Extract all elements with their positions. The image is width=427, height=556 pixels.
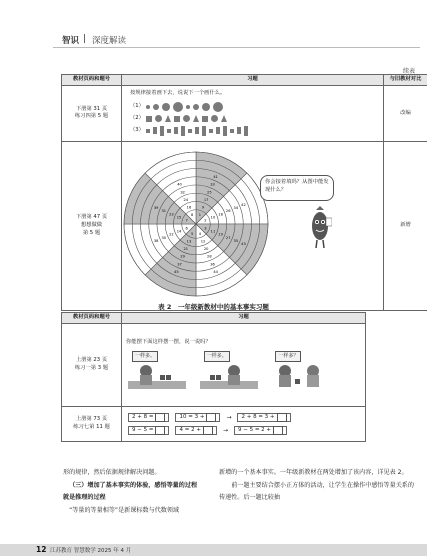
cell-ref: 上册第 73 页 练习七第 11 题: [62, 407, 122, 442]
circle-shape: [202, 103, 210, 111]
pattern-label: （2）: [130, 114, 144, 121]
wheel-number: 17: [203, 197, 209, 202]
pattern-exercise: [122, 86, 384, 142]
wheel-number: 28: [207, 254, 212, 259]
cell-ref: 上册第 23 页 练习一第 3 题: [62, 324, 122, 407]
wheel-number: 3: [204, 226, 207, 231]
children-with-cubes-icon: [126, 363, 188, 391]
wheel-number: 23: [169, 212, 174, 217]
wheel-number: 20: [203, 247, 209, 252]
wheel-number: 7: [185, 218, 188, 223]
wheel-number: 14: [176, 229, 182, 234]
body-paragraph: 新增的一个基本事实。一年级新教材在两处增加了该内容，详见表 2。: [219, 469, 408, 476]
wheel-number: 11: [210, 229, 216, 234]
cell-ref: 下册第 47 页 想想做做 第 5 题: [62, 141, 122, 310]
wheel-number: 34: [233, 205, 239, 210]
wheel-number: 2: [204, 218, 207, 223]
section-heading: （三）增加了基本事实的体验，感悟等量的过程就是推理的过程: [63, 481, 198, 501]
wheel-number: 35: [233, 238, 239, 243]
circle-shape: [173, 102, 183, 112]
wheel-number: 39: [153, 205, 159, 210]
circle-shape: [186, 105, 190, 109]
thought-bubble: [204, 351, 230, 363]
body-paragraph: “等量的等量相等”是新课标数与代数领域: [69, 506, 180, 514]
bar-shape: [202, 126, 206, 136]
cell-compare: 新增: [384, 141, 427, 310]
wheel-number: 24: [183, 197, 189, 202]
bar-shape: [216, 127, 220, 134]
bar-shape: [167, 129, 171, 133]
wheel-number: 42: [241, 202, 246, 207]
bar-shape: [181, 126, 185, 136]
circle-shape: [213, 102, 223, 112]
bar-shape: [237, 127, 241, 134]
wheel-number: 22: [169, 232, 174, 237]
wheel-number: 21: [183, 247, 189, 252]
wheel-number: 44: [213, 269, 218, 274]
equation: [175, 426, 216, 435]
scene-2: [198, 351, 260, 391]
wheel-number: 30: [161, 235, 167, 240]
thought-text: 一样多？: [278, 352, 299, 359]
body-paragraph: 前一题主要结合摆小正方体的活动，让学生在操作中感悟等量关系的传递性。后一题比较抽: [219, 481, 414, 501]
wheel-number: 38: [153, 238, 159, 243]
circle-shape: [153, 104, 159, 110]
number-wheel-exercise: [122, 141, 384, 310]
table-2-header: [62, 313, 366, 324]
table-row: [62, 141, 427, 310]
body-paragraph: 形的规律，然后依据规律解决问题。: [63, 469, 161, 476]
wheel-number: 32: [180, 190, 185, 195]
bar-shape: [195, 127, 199, 134]
wheel-number: 13: [186, 239, 192, 244]
th-ref: 教材页码和题号: [62, 313, 122, 324]
bar-shape: [230, 129, 234, 133]
square-shape: [146, 116, 152, 122]
wheel-number: 41: [213, 174, 218, 179]
th-ref: 教材页码和题号: [62, 75, 122, 86]
pattern-label: （1）: [130, 102, 144, 109]
wheel-number: 16: [186, 205, 192, 210]
triangle-shape: [165, 115, 171, 122]
equation-text: 4 = 2 +: [179, 427, 201, 434]
wheel-number: 31: [161, 209, 167, 214]
circle-shape: [193, 104, 199, 110]
wheel-number: 36: [210, 262, 215, 267]
wheel-number: 43: [241, 242, 246, 247]
scene-1: [126, 351, 188, 391]
header-rule: [53, 47, 420, 48]
wheel-number: 9: [201, 205, 205, 210]
wheel-number: 12: [200, 239, 206, 244]
bar-shape: [209, 129, 213, 133]
journal-name: 江苏教育 智慧数学 2025 年 4 月: [50, 548, 132, 554]
answer-box: [155, 413, 165, 422]
table-1: [61, 74, 427, 311]
equation: [128, 413, 169, 422]
header-section: 深度解读: [92, 36, 127, 46]
bar-shape: [244, 126, 248, 136]
answer-box: [155, 426, 165, 435]
exercise-instruction: 按规律接着画下去，说说下一个画什么。: [130, 90, 226, 96]
circle-shape: [183, 115, 190, 122]
bar-shape: [223, 126, 227, 136]
eggplant-character-icon: [308, 204, 332, 252]
th-exercise: 习题: [122, 313, 366, 324]
bar-shape: [160, 126, 164, 136]
equation-text: 9 − 5 = 2 +: [237, 427, 272, 434]
wheel-number: 29: [180, 254, 185, 259]
body-column-left: [63, 467, 203, 517]
table-1-header: [62, 75, 427, 86]
equation-row-1: [128, 411, 359, 424]
equation-row-2: [128, 424, 359, 437]
wheel-number: 25: [207, 190, 212, 195]
body-column-right: [219, 467, 419, 505]
table-row: [62, 86, 427, 142]
children-with-cubes-icon: [198, 363, 260, 391]
equation-text: 9 − 5 =: [132, 427, 154, 434]
thought-text: 一样多。: [135, 352, 156, 359]
answer-box: [277, 413, 287, 422]
table-2: [61, 312, 366, 442]
wheel-number: 18: [218, 212, 223, 217]
bar-shape: [146, 129, 150, 133]
thought-bubble: [132, 351, 158, 363]
table-row: [62, 407, 366, 442]
answer-box: [203, 426, 213, 435]
wheel-number: 26: [225, 209, 231, 214]
circle-shape: [146, 105, 150, 109]
pattern-label: （3）: [130, 126, 144, 133]
equation: [175, 413, 220, 422]
equation-text: 10 = 3 +: [179, 414, 205, 421]
scene-3: [269, 351, 331, 391]
table-row: [62, 324, 366, 407]
thought-bubble: [275, 351, 301, 363]
equation-text: 2 + 8 = 3 +: [241, 414, 275, 421]
wheel-number: 4: [198, 231, 202, 236]
table-2-caption: 表 2 一年级新教材中的基本事实习题: [158, 303, 269, 311]
equation-exercise: [122, 407, 366, 442]
wheel-number: 37: [177, 262, 182, 267]
circle-shape: [162, 103, 170, 111]
table-continued-label: 续表: [402, 68, 415, 75]
circle-shape: [211, 115, 218, 122]
arrow-icon: →: [222, 427, 228, 434]
cube-exercise: [122, 324, 366, 407]
wheel-number: 1: [198, 213, 202, 218]
th-compare: 与旧教材对比: [384, 75, 427, 86]
wheel-number: 10: [210, 215, 216, 220]
th-exercise: 习题: [122, 75, 384, 86]
equation: [234, 426, 287, 435]
wheel-number: 27: [225, 235, 231, 240]
bar-shape: [174, 127, 178, 134]
page-number: 12: [36, 545, 47, 554]
number-wheel: [122, 142, 384, 306]
square-shape: [174, 116, 180, 122]
speech-bubble: 你会接着填吗？从图中能发现什么？: [260, 175, 334, 201]
equation: [128, 426, 169, 435]
wheel-number: 8: [190, 213, 194, 218]
thought-text: 一样多。: [206, 352, 227, 359]
wheel-number: 40: [177, 182, 182, 187]
wheel-number: 45: [174, 269, 179, 274]
square-shape: [202, 116, 208, 122]
wheel-number: 19: [218, 232, 223, 237]
pattern-row-1: [130, 101, 375, 113]
triangle-shape: [221, 115, 227, 122]
pattern-row-2: [130, 113, 375, 125]
circle-shape: [155, 115, 162, 122]
equation-text: 2 + 8 =: [132, 414, 154, 421]
exercise-instruction: 你能摆下面这样摆一摆，说一说吗？: [126, 339, 211, 346]
wheel-number: 33: [210, 182, 215, 187]
header-separator: [84, 34, 85, 43]
cell-compare: 改编: [384, 86, 427, 142]
cell-ref: 下册第 31 页 练习四第 5 题: [62, 86, 122, 142]
children-with-cubes-icon: [269, 363, 331, 391]
header-brand: 智识: [62, 36, 80, 46]
pattern-row-3: [130, 125, 375, 137]
answer-box: [273, 426, 283, 435]
triangle-shape: [193, 115, 199, 122]
wheel-number: 5: [190, 231, 194, 236]
wheel-number: 15: [176, 215, 182, 220]
equation: [237, 413, 290, 422]
wheel-number: 6: [185, 226, 188, 231]
answer-box: [206, 413, 216, 422]
page-header: [0, 0, 427, 46]
arrow-icon: →: [226, 414, 232, 421]
bar-shape: [188, 129, 192, 133]
bar-shape: [153, 127, 157, 134]
